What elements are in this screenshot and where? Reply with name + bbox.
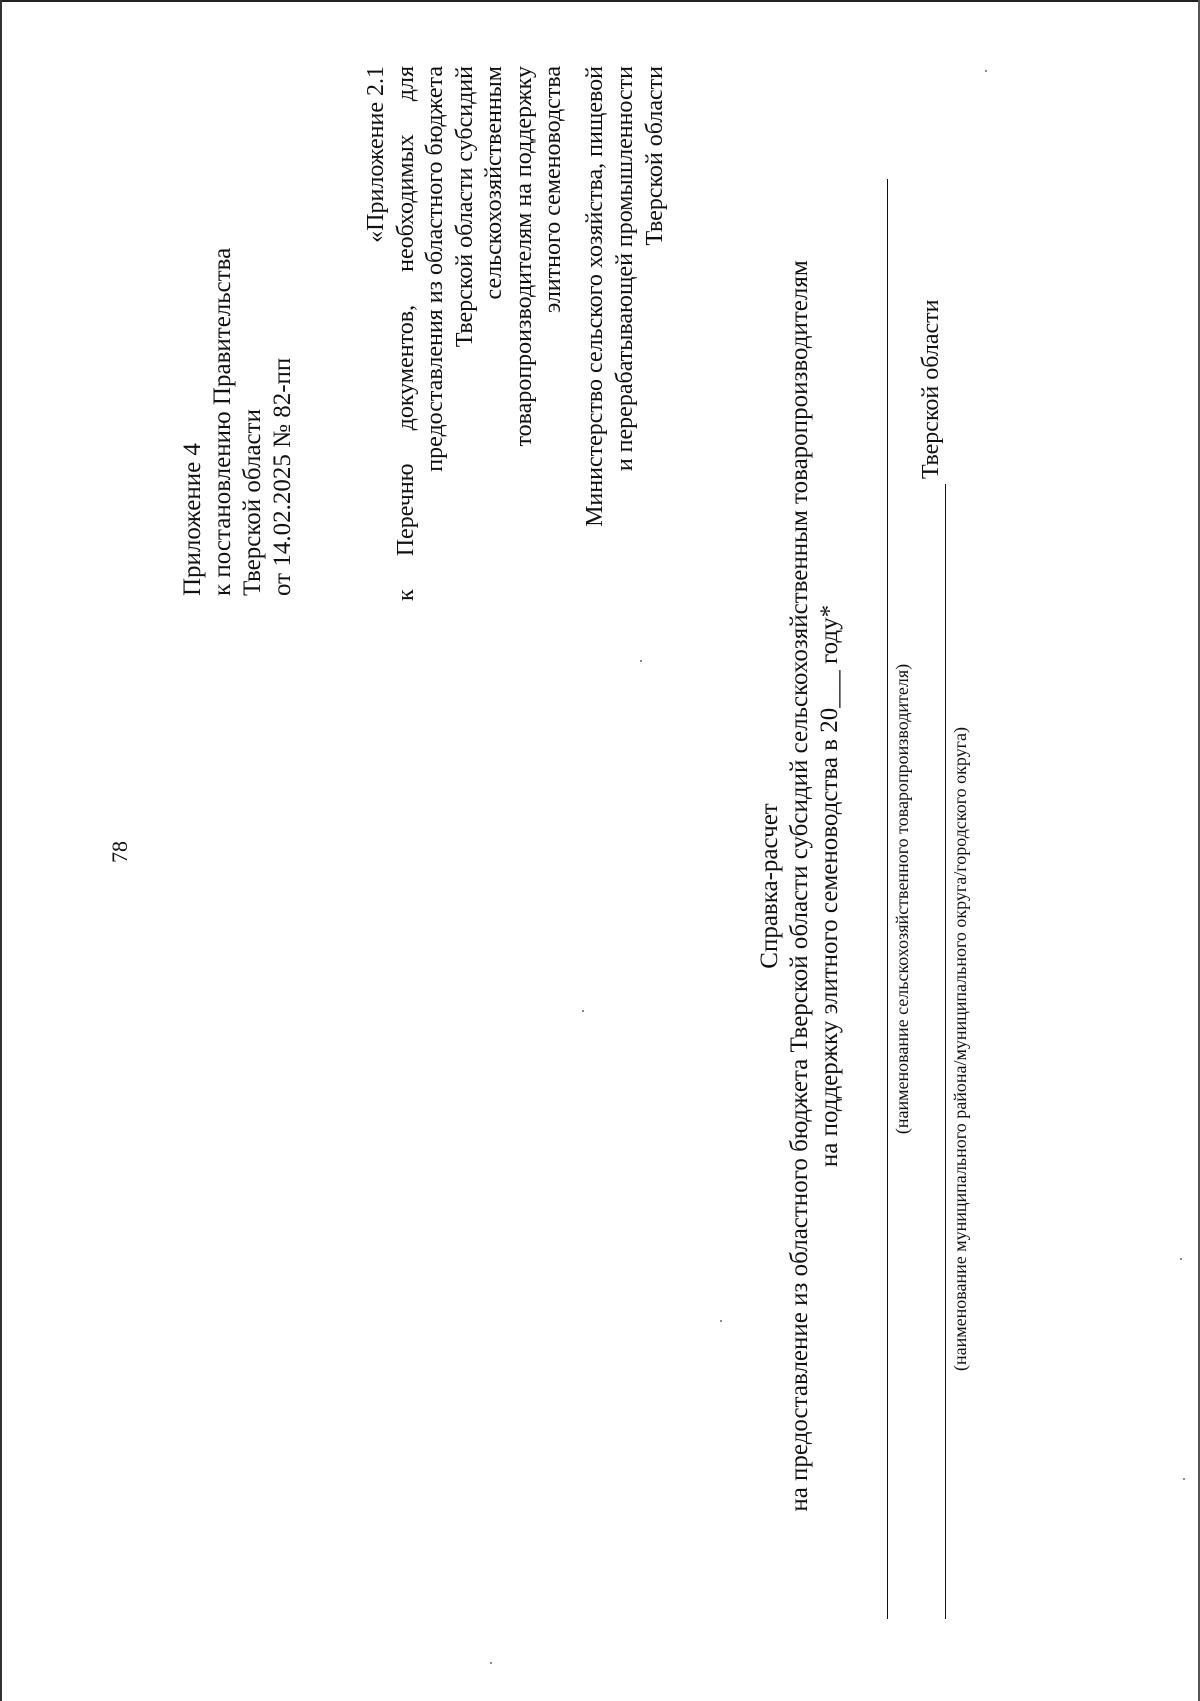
appendix-line: от 14.02.2025 № 82-пп [269,357,296,596]
page-number: 78 [107,841,132,863]
perechen-line: сельскохозяйственным [481,66,507,300]
perechen-line: «Приложение 2.1 [363,66,389,243]
municipal-region-suffix: Тверской области [918,299,944,479]
perechen-line: элитного семеноводства [540,66,566,314]
municipal-name-field[interactable] [945,484,946,1619]
ministry-addressee [580,66,670,656]
document-title-line: на предоставление из областного бюджета Тверской области субсидий сельскохозяйственным товаропроизводителям [786,260,813,1512]
producer-name-caption: (наименование сельскохозяйственного товаропроизводителя) [892,663,912,1135]
municipal-name-caption: (наименование муниципального района/муниципального округа/городского округа) [950,726,970,1372]
perechen-line: товаропроизводителям на поддержку [510,66,537,447]
ministry-line: Тверской области [642,66,668,246]
ministry-line: и перерабатывающей промышленности [612,66,638,472]
perechen-line: к Перечню документов, необходимых для [392,66,419,601]
perechen-line: Тверской области субсидий [451,66,478,348]
document-title [755,151,845,1621]
perechen-reference [362,66,569,601]
ministry-line: Министерство сельского хозяйства, пищевой [582,66,608,527]
appendix-line: к постановлению Правительства [209,247,236,596]
appendix-reference [178,76,298,596]
document-heading: Справка-расчет [756,803,783,969]
producer-name-field[interactable] [887,179,888,1619]
appendix-line: Тверской области [239,409,266,596]
document-title-line: на поддержку элитного семеноводства в 20___ году* [816,604,843,1168]
perechen-line: предоставления из областного бюджета [422,66,448,472]
appendix-line: Приложение 4 [179,443,206,596]
